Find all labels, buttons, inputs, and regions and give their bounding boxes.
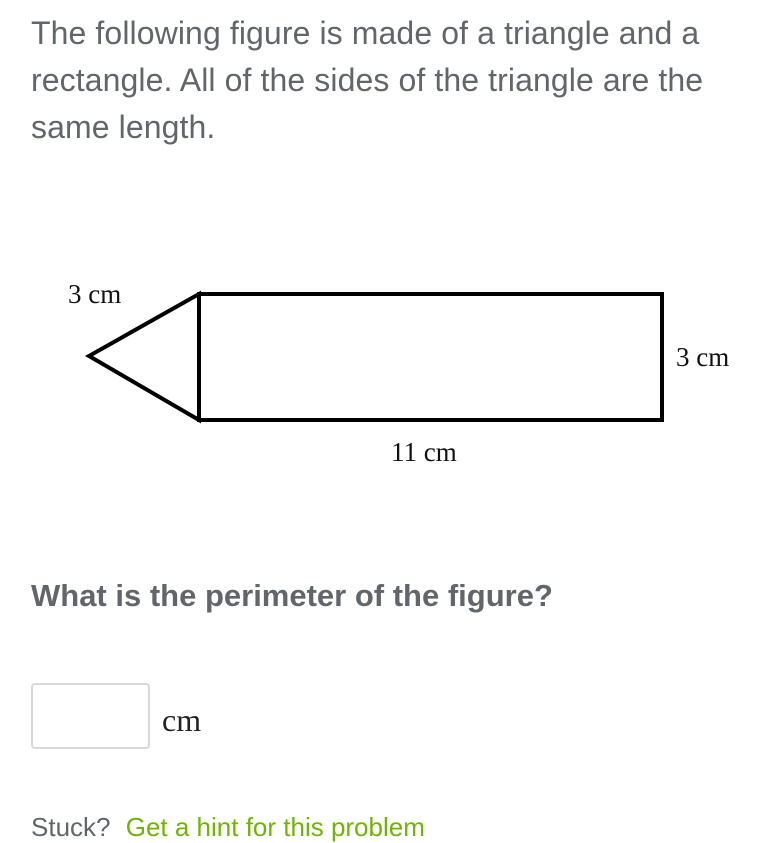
triangle-side-label: 3 cm xyxy=(68,279,122,309)
rectangle-width-label: 11 cm xyxy=(391,437,457,467)
problem-statement: The following figure is made of a triangle and a rectangle. All of the sides of the triangle are the same length. xyxy=(31,15,704,145)
unit-label: cm xyxy=(162,701,202,738)
hint-link[interactable]: Get a hint for this problem xyxy=(125,812,425,842)
rectangle xyxy=(199,294,662,420)
equilateral-triangle xyxy=(89,294,199,420)
rectangle-height-label: 3 cm xyxy=(676,342,730,372)
question-text: What is the perimeter of the figure? xyxy=(31,578,553,613)
help-row xyxy=(31,812,425,843)
answer-input[interactable] xyxy=(31,683,150,749)
answer-row xyxy=(31,683,201,749)
stuck-label: Stuck? xyxy=(31,812,111,842)
geometry-figure xyxy=(0,270,777,480)
